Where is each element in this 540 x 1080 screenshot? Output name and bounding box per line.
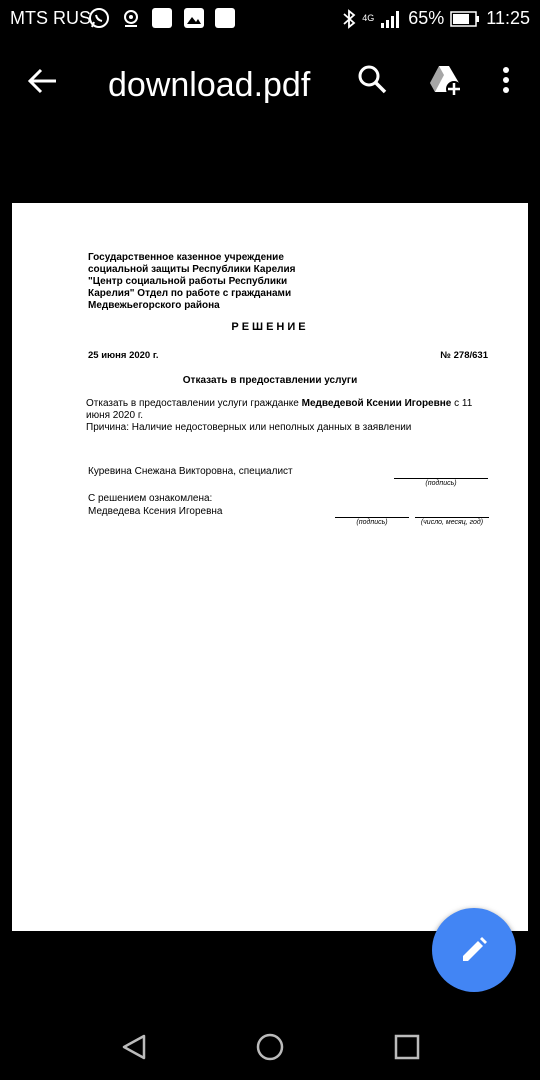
document-date: 25 июня 2020 г.: [88, 350, 159, 361]
app-bar: [0, 40, 540, 130]
navigation-bar: [0, 1010, 540, 1080]
org-line: "Центр социальной работы Республики: [88, 276, 288, 287]
ack-name: Медведева Ксения Игоревна: [88, 506, 223, 517]
search-icon[interactable]: [356, 62, 388, 98]
edit-pencil-icon: [459, 935, 489, 965]
signature-caption: (подпись): [425, 480, 457, 487]
org-line: Государственное казенное учреждение: [88, 252, 284, 263]
file-title: download.pdf: [108, 66, 311, 104]
ack-date-caption: (число, месяц, год): [420, 519, 484, 526]
body-line2: июня 2020 г.: [86, 410, 144, 421]
home-circle-icon[interactable]: [255, 1032, 285, 1062]
clock: 11:25: [486, 8, 530, 28]
status-bar: [0, 0, 540, 36]
more-vert-icon[interactable]: [494, 62, 518, 98]
org-line: Медвежьегорского района: [88, 300, 220, 311]
document-number: № 278/631: [440, 350, 488, 361]
ack-signature-line: [335, 517, 409, 518]
back-arrow-icon[interactable]: [26, 64, 60, 98]
organization-header: [88, 252, 348, 312]
network-type: 4G: [362, 13, 375, 23]
document-heading: РЕШЕНИЕ: [231, 321, 309, 333]
location-icon: [120, 7, 142, 29]
battery-percent: 65%: [408, 8, 445, 28]
body-prefix: Отказать в предоставлении услуги гражданке: [86, 398, 302, 409]
battery-icon: [450, 11, 480, 27]
recents-square-icon[interactable]: [392, 1032, 422, 1062]
document-subject: Отказать в предоставлении услуги: [182, 375, 358, 386]
ack-label: С решением ознакомлена:: [88, 493, 213, 504]
image-icon: [183, 7, 205, 29]
status-right: [342, 8, 530, 29]
ack-signature-caption: (подпись): [356, 519, 388, 526]
carrier-label: MTS RUS: [10, 8, 91, 28]
body-suffix: с 11: [451, 398, 473, 409]
notification-icon: [152, 8, 172, 28]
org-line: социальной защиты Республики Карелия: [88, 264, 296, 275]
signal-icon: [380, 10, 402, 28]
bluetooth-icon: [342, 9, 356, 29]
edit-fab-button[interactable]: [432, 908, 516, 992]
org-line: Карелия" Отдел по работе с гражданами: [88, 288, 292, 299]
drive-add-icon[interactable]: [427, 62, 463, 98]
signer-text: Куревина Снежана Викторовна, специалист: [88, 466, 293, 477]
whatsapp-icon: [88, 7, 110, 29]
ack-date-line: [415, 517, 489, 518]
notification-icon-2: [215, 8, 235, 28]
pdf-page[interactable]: [12, 203, 528, 931]
reason-text: Причина: Наличие недостоверных или неполных данных в заявлении: [86, 422, 412, 433]
body-name: Медведевой Ксении Игоревне: [301, 398, 452, 409]
document-body: [86, 398, 476, 422]
signature-line: [394, 478, 488, 479]
back-triangle-icon[interactable]: [120, 1032, 150, 1062]
